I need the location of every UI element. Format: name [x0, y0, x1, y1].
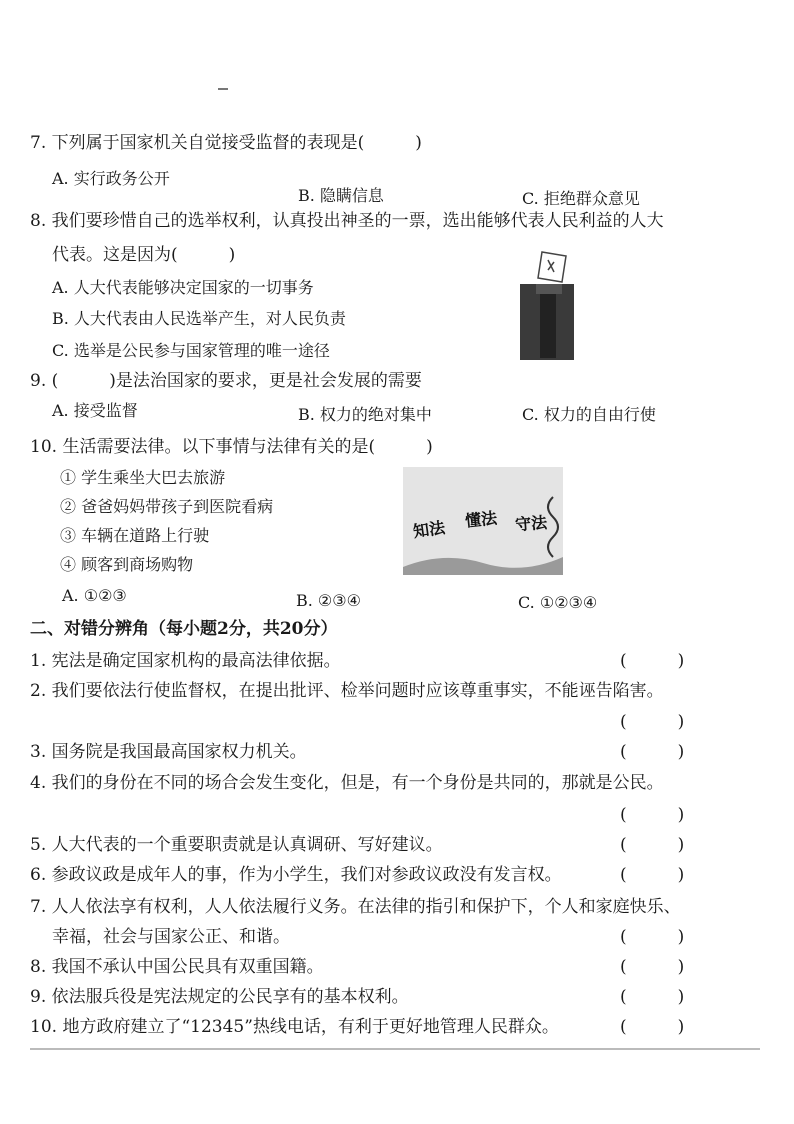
q7-stem: 7. 下列属于国家机关自觉接受监督的表现是( ) — [30, 133, 422, 153]
tf-item-5: 5. 人大代表的一个重要职责就是认真调研、写好建议。 — [30, 835, 443, 855]
tf-answer-2[interactable]: ( ) — [620, 712, 685, 732]
tf-answer-7[interactable]: ( ) — [620, 927, 685, 947]
tf-item-1: 1. 宪法是确定国家机构的最高法律依据。 — [30, 651, 341, 671]
q10-item-3: ③ 车辆在道路上行驶 — [60, 526, 210, 545]
q10-stem: 10. 生活需要法律。以下事情与法律有关的是( ) — [30, 437, 433, 457]
tf-answer-5[interactable]: ( ) — [620, 835, 685, 855]
q9-stem: 9. ( )是法治国家的要求，更是社会发展的需要 — [30, 371, 422, 391]
q7-option-b[interactable]: B. 隐瞒信息 — [298, 186, 384, 205]
banner-word-2: 懂法 — [464, 508, 499, 531]
q10-item-1: ① 学生乘坐大巴去旅游 — [60, 468, 226, 487]
tf-item-7-line1: 7. 人人依法享有权利，人人依法履行义务。在法律的指引和保护下，个人和家庭快乐、 — [30, 897, 681, 917]
tf-answer-9[interactable]: ( ) — [620, 987, 685, 1007]
q8-option-a[interactable]: A. 人大代表能够决定国家的一切事务 — [52, 278, 314, 297]
q10-option-b[interactable]: B. ②③④ — [296, 591, 361, 610]
tf-answer-6[interactable]: ( ) — [620, 865, 685, 885]
q10-option-a[interactable]: A. ①②③ — [62, 586, 127, 605]
q7-option-a[interactable]: A. 实行政务公开 — [52, 169, 170, 188]
tf-answer-10[interactable]: ( ) — [620, 1017, 685, 1037]
tf-item-7-line2: 幸福，社会与国家公正、和谐。 — [52, 927, 290, 947]
q9-option-a[interactable]: A. 接受监督 — [52, 401, 138, 420]
tf-answer-1[interactable]: ( ) — [620, 651, 685, 671]
tf-item-6: 6. 参政议政是成年人的事，作为小学生，我们对参政议政没有发言权。 — [30, 865, 562, 885]
tf-item-9: 9. 依法服兵役是宪法规定的公民享有的基本权利。 — [30, 987, 409, 1007]
q8-option-c[interactable]: C. 选举是公民参与国家管理的唯一途径 — [52, 341, 330, 360]
banner-word-1: 知法 — [411, 517, 447, 542]
tf-answer-4[interactable]: ( ) — [620, 805, 685, 825]
q8-stem-line2: 代表。这是因为( ) — [52, 245, 236, 265]
tf-item-10: 10. 地方政府建立了“12345”热线电话，有利于更好地管理人民群众。 — [30, 1017, 559, 1037]
bottom-rule — [30, 1048, 760, 1050]
section-2-title: 二、对错分辨角（每小题2分，共20分） — [30, 619, 338, 639]
banner-word-3: 守法 — [514, 512, 548, 535]
q8-stem-line1: 8. 我们要珍惜自己的选举权利，认真投出神圣的一票，选出能够代表人民利益的人大 — [30, 211, 664, 231]
ballot-box-image — [518, 250, 576, 362]
q10-item-2: ② 爸爸妈妈带孩子到医院看病 — [60, 497, 274, 516]
q9-option-c[interactable]: C. 权力的自由行使 — [522, 405, 656, 424]
tf-item-2: 2. 我们要依法行使监督权，在提出批评、检举问题时应该尊重事实，不能诬告陷害。 — [30, 681, 664, 701]
law-banner-image — [403, 467, 563, 575]
q9-option-b[interactable]: B. 权力的绝对集中 — [298, 405, 432, 424]
q10-option-c[interactable]: C. ①②③④ — [518, 593, 598, 612]
tf-item-8: 8. 我国不承认中国公民具有双重国籍。 — [30, 957, 324, 977]
tf-answer-3[interactable]: ( ) — [620, 742, 685, 762]
tf-item-4: 4. 我们的身份在不同的场合会发生变化，但是，有一个身份是共同的，那就是公民。 — [30, 773, 664, 793]
top-mark — [218, 88, 228, 90]
tf-item-3: 3. 国务院是我国最高国家权力机关。 — [30, 742, 307, 762]
q10-item-4: ④ 顾客到商场购物 — [60, 555, 194, 574]
q8-option-b[interactable]: B. 人大代表由人民选举产生，对人民负责 — [52, 309, 346, 328]
q7-option-c[interactable]: C. 拒绝群众意见 — [522, 189, 640, 208]
tf-answer-8[interactable]: ( ) — [620, 957, 685, 977]
